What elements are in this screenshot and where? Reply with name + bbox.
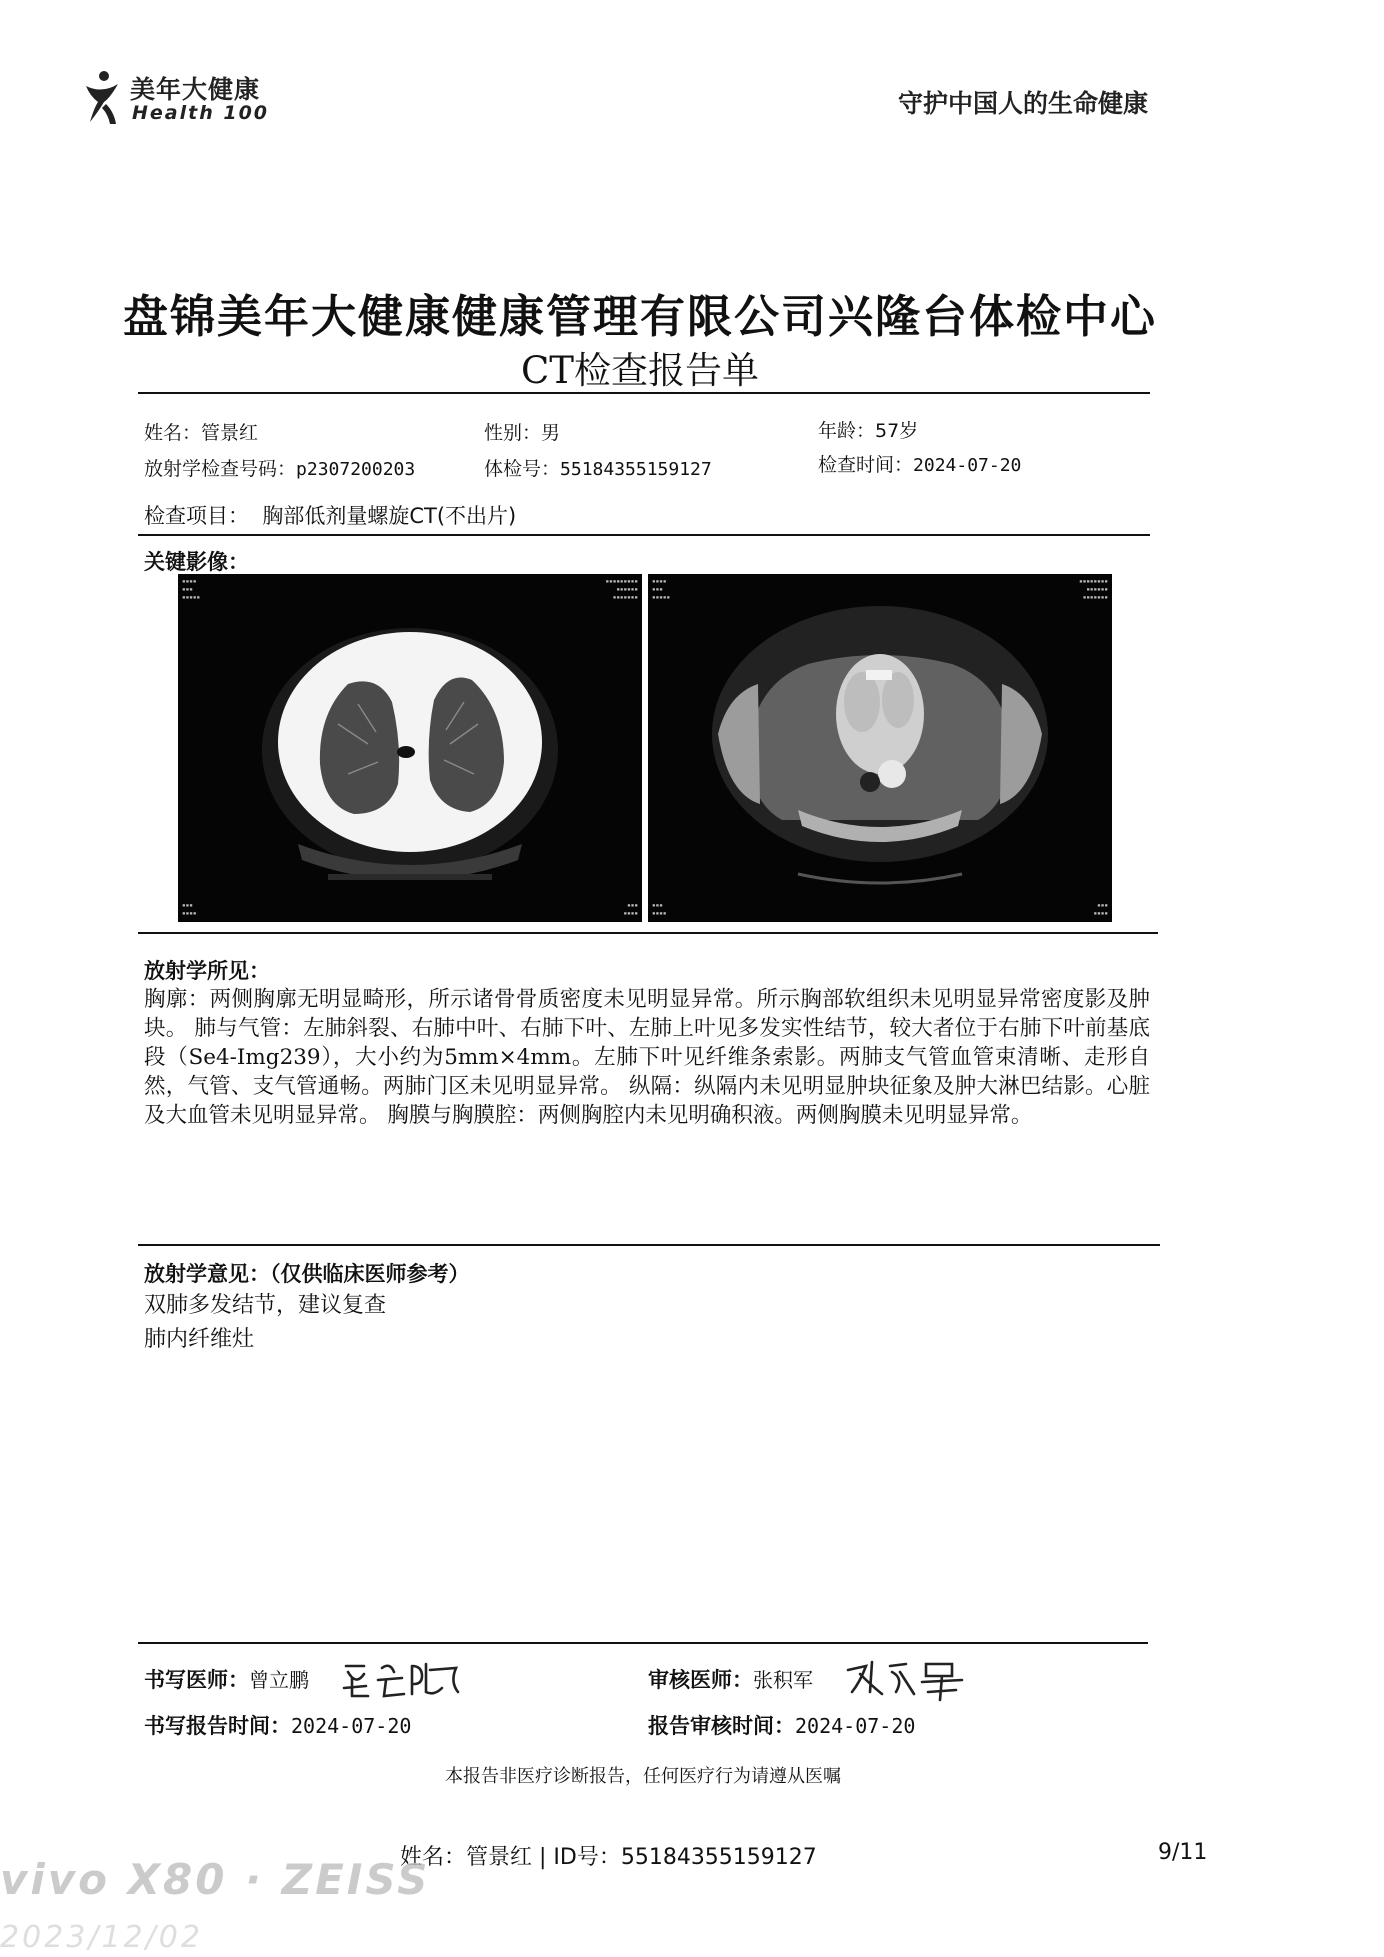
- radiology-number-field: [144, 454, 415, 481]
- logo-person-icon: [80, 68, 124, 126]
- footer-patient-id: 姓名：管景红 | ID号：55184355159127: [400, 1845, 817, 1870]
- ct-meta-bottomright: ▪▪▪ ▪▪▪▪: [623, 902, 638, 917]
- radiology-number: p2307200203: [296, 459, 416, 480]
- opinion-line: 肺内纤维灶: [144, 1327, 255, 1352]
- reviewer-name: 张积军: [753, 1668, 813, 1692]
- review-time-field: [648, 1710, 915, 1740]
- writer-signature: [338, 1652, 468, 1704]
- exam-item-value: 胸部低剂量螺旋CT(不出片): [262, 504, 517, 528]
- divider-signatures: [138, 1642, 1148, 1644]
- gender-label: 性别：: [484, 422, 542, 444]
- review-time-label: 报告审核时间：: [648, 1714, 795, 1738]
- exam-time: 2024-07-20: [913, 455, 1022, 476]
- writer-label: 书写医师：: [144, 1668, 249, 1692]
- review-time: 2024-07-20: [795, 1714, 916, 1738]
- slogan: 守护中国人的生命健康: [897, 89, 1148, 118]
- patient-age-field: [818, 416, 918, 443]
- ct-meta-topleft: ▪▪▪▪ ▪▪▪ ▪▪▪▪▪: [652, 578, 671, 601]
- findings-label: 放射学所见：: [144, 959, 270, 983]
- ct-lung-svg: [178, 574, 642, 922]
- ct-mediastinal-svg: [648, 574, 1112, 922]
- radiology-number-label: 放射学检查号码：: [144, 458, 297, 480]
- disclaimer: 本报告非医疗诊断报告，任何医疗行为请遵从医嘱: [445, 1766, 841, 1787]
- divider-exam: [138, 534, 1150, 536]
- exam-number-field: [484, 454, 712, 481]
- ct-image-lung-window: [178, 574, 642, 922]
- patient-name: 管景红: [201, 422, 259, 444]
- logo-text-en: Health 100: [132, 102, 270, 124]
- reviewer-signature: [842, 1652, 972, 1704]
- writer-name: 曾立鹏: [249, 1668, 309, 1692]
- exam-item-field: [144, 500, 516, 530]
- exam-time-label: 检查时间：: [818, 454, 914, 476]
- writer-field: [144, 1664, 309, 1694]
- write-time-label: 书写报告时间：: [144, 1714, 291, 1738]
- divider-findings: [138, 1244, 1160, 1246]
- ct-meta-topleft: ▪▪▪▪ ▪▪▪ ▪▪▪▪▪: [182, 578, 201, 601]
- ct-meta-topright: ▪▪▪▪▪▪▪▪▪ ▪▪▪▪▪▪ ▪▪▪▪▪▪▪: [605, 578, 638, 601]
- reviewer-label: 审核医师：: [648, 1668, 753, 1692]
- report-title: CT检查报告单: [521, 349, 759, 392]
- camera-date-watermark: 2023/12/02: [0, 1920, 203, 1955]
- ct-meta-bottomleft: ▪▪▪ ▪▪▪▪: [652, 902, 667, 917]
- patient-gender-field: [484, 418, 560, 445]
- logo-text-cn: 美年大健康: [130, 75, 261, 104]
- findings-text: 胸廓：两侧胸廓无明显畸形，所示诸骨骨质密度未见明显异常。所示胸部软组织未见明显异常密度影及肿块。 肺与气管：左肺斜裂、右肺中叶、右肺下叶、左肺上叶见多发实性结节，较大者位于右肺下叶前基底段（Se4-Img239），大小约为5mm×4mm。左肺下叶见纤维条索影。两肺支气管血管束清晰、走形自然，气管、支气管通畅。两肺门区未见明显异常。 纵隔：纵隔内未见明显肿块征象及肿大淋巴结影。心脏及大血管未见明显异常。 胸膜与胸膜腔：两侧胸腔内未见明确积液。两侧胸膜未见明显异常。: [144, 987, 1150, 1128]
- page-number: 9/11: [1158, 1840, 1208, 1865]
- opinion-line: 双肺多发结节，建议复查: [144, 1293, 387, 1318]
- ct-meta-bottomleft: ▪▪▪ ▪▪▪▪: [182, 902, 197, 917]
- write-time-field: [144, 1710, 411, 1740]
- exam-number: 55184355159127: [560, 459, 712, 480]
- reviewer-field: [648, 1664, 813, 1694]
- age-label: 年龄：: [818, 420, 876, 442]
- name-label: 姓名：: [144, 422, 202, 444]
- ct-meta-topright: ▪▪▪▪▪▪▪▪ ▪▪▪▪▪▪ ▪▪▪▪▪▪▪: [1079, 578, 1108, 601]
- divider-top: [138, 392, 1150, 394]
- ct-meta-bottomright: ▪▪▪ ▪▪▪▪: [1093, 902, 1108, 917]
- organization-title: 盘锦美年大健康健康管理有限公司兴隆台体检中心: [122, 290, 1157, 343]
- camera-watermark: vivo X80 · ZEISS: [0, 1855, 431, 1904]
- patient-gender: 男: [541, 422, 561, 444]
- exam-number-label: 体检号：: [484, 458, 561, 480]
- write-time: 2024-07-20: [291, 1714, 412, 1738]
- divider-images: [138, 932, 1158, 934]
- exam-item-label: 检查项目：: [144, 504, 249, 528]
- health100-logo: [80, 62, 270, 132]
- ct-image-mediastinal-window: [648, 574, 1112, 922]
- exam-time-field: [818, 450, 1021, 477]
- patient-age: 57岁: [875, 420, 919, 442]
- key-images-label: 关键影像：: [144, 550, 249, 574]
- opinion-label: 放射学意见：（仅供临床医师参考）: [144, 1262, 470, 1286]
- patient-name-field: [144, 418, 258, 445]
